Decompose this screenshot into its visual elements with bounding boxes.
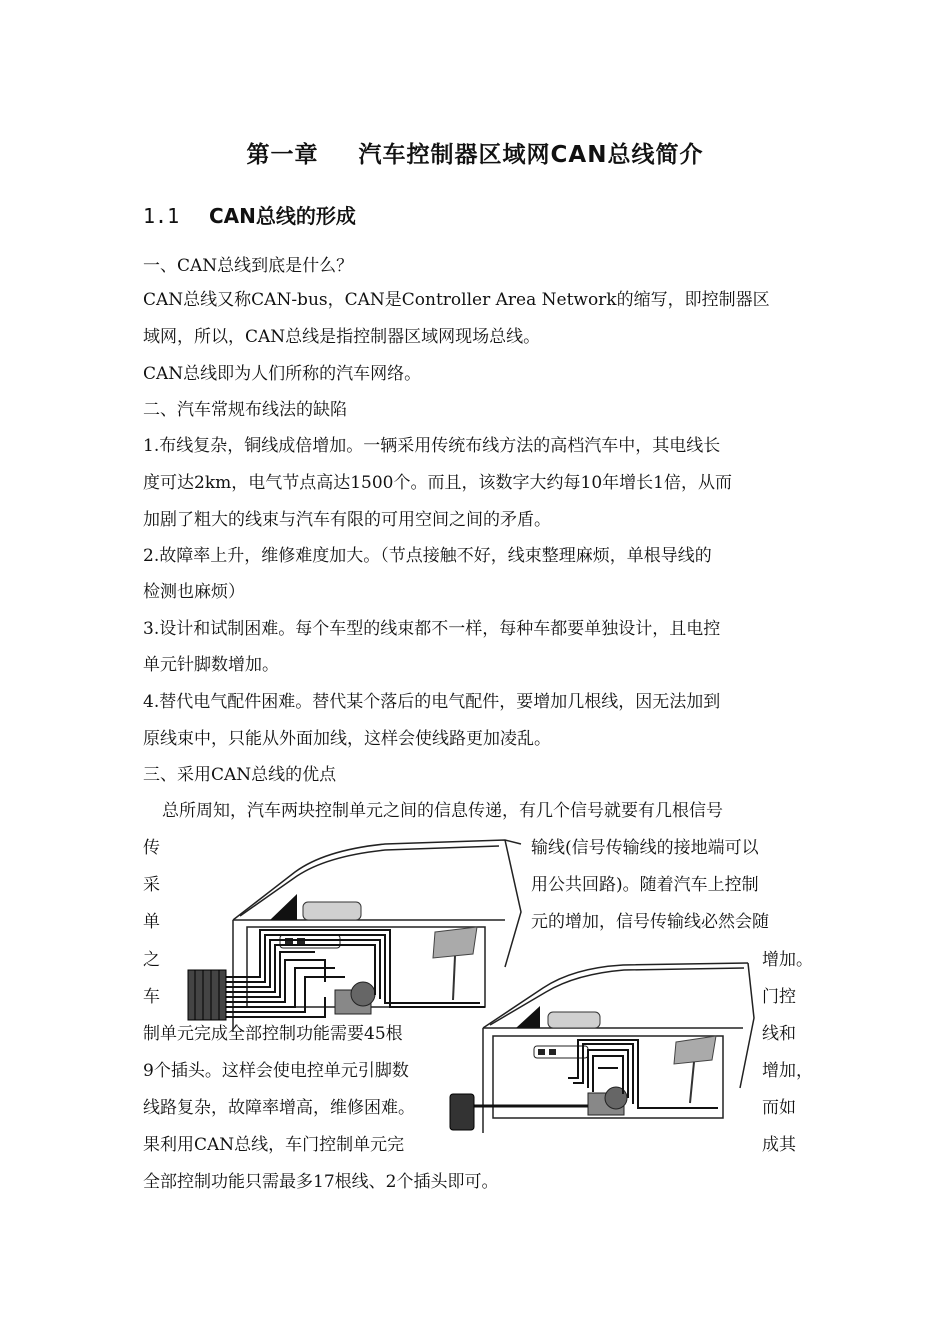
list-item-line: 度可达2km，电气节点高达1500个。而且，该数字大约每10年增长1倍，从而 (143, 473, 732, 493)
question-2: 二、汽车常规布线法的缺陷 (143, 400, 347, 420)
paragraph-line: CAN总线又称CAN-bus，CAN是Controller Area Network的缩写，即控制器区 (143, 290, 770, 310)
wrap-left: 单 (143, 912, 160, 932)
wrap-left: 车 (143, 987, 160, 1007)
list-item-line: 1.布线复杂，铜线成倍增加。一辆采用传统布线方法的高档汽车中，其电线长 (143, 436, 721, 456)
wrap-left: 之 (143, 950, 160, 970)
list-item-line: 原线束中，只能从外面加线，这样会使线路更加凌乱。 (143, 729, 551, 749)
list-item-line: 2.故障率上升，维修难度加大。（节点接触不好，线束整理麻烦，单根导线的 (143, 546, 712, 566)
wrap-right: 元的增加，信号传输线必然会随 (531, 912, 769, 932)
list-item-line: 检测也麻烦） (143, 582, 245, 602)
wrap-right: 线和 (762, 1024, 796, 1044)
question-1: 一、CAN总线到底是什么？ (143, 256, 354, 276)
wrap-left: 果利用CAN总线，车门控制单元完 (143, 1135, 405, 1155)
wrap-right: 输线(信号传输线的接地端可以 (531, 838, 759, 858)
wrap-right: 增加。 (762, 950, 813, 970)
list-item-line: 加剧了粗大的线束与汽车有限的可用空间之间的矛盾。 (143, 510, 551, 530)
list-item-line: 4.替代电气配件困难。替代某个落后的电气配件，要增加几根线，因无法加到 (143, 692, 721, 712)
question-3: 三、采用CAN总线的优点 (143, 765, 337, 785)
section-title: CAN总线的形成 (209, 204, 356, 228)
paragraph-line: 总所周知，汽车两块控制单元之间的信息传递，有几个信号就要有几根信号 (162, 801, 723, 821)
wrap-left: 线路复杂，故障率增高，维修困难。 (143, 1098, 415, 1118)
wrap-left: 制单元完成全部控制功能需要45根 (143, 1024, 403, 1044)
wrap-left: 采 (143, 875, 160, 895)
chapter-label: 第一章 (246, 142, 319, 168)
list-item-line: 单元针脚数增加。 (143, 655, 279, 675)
paragraph-line: 域网，所以，CAN总线是指控制器区域网现场总线。 (143, 327, 541, 347)
wrap-right: 而如 (762, 1098, 796, 1118)
wrap-right: 门控 (762, 987, 796, 1007)
paragraph-line: 全部控制功能只需最多17根线、2个插头即可。 (143, 1172, 499, 1192)
section-heading (143, 200, 356, 229)
chapter-name: 汽车控制器区域网CAN总线简介 (358, 142, 704, 168)
chapter-title (0, 136, 950, 169)
wrap-right: 成其 (762, 1135, 796, 1155)
wrap-left: 传 (143, 838, 160, 858)
wrap-right: 用公共回路)。随着汽车上控制 (531, 875, 759, 895)
list-item-line: 3.设计和试制困难。每个车型的线束都不一样，每种车都要单独设计，且电控 (143, 619, 721, 639)
door-wiring-can-bus-illustration (448, 958, 758, 1138)
wrap-right: 增加， (762, 1061, 813, 1081)
section-number: 1.1 (143, 204, 180, 228)
paragraph-line: CAN总线即为人们所称的汽车网络。 (143, 364, 422, 384)
wrap-left: 9个插头。这样会使电控单元引脚数 (143, 1061, 409, 1081)
